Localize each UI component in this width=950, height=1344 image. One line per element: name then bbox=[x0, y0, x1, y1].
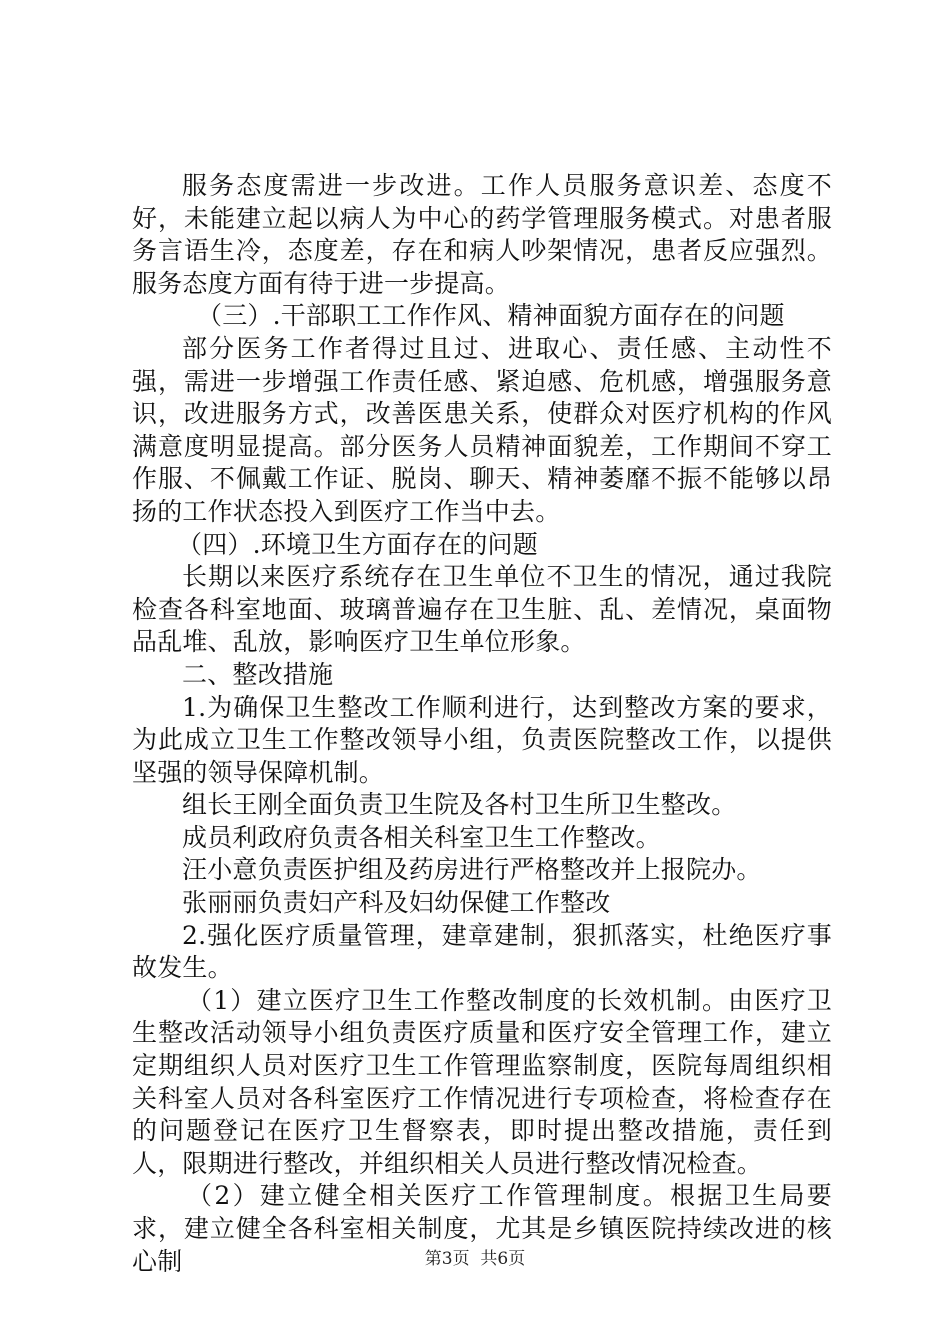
paragraph-work-style: 部分医务工作者得过且过、进取心、责任感、主动性不强，需进一步增强工作责任感、紧迫感、危机感，增强服务意识，改进服务方式，改善医患关系，使群众对医疗机构的作风满意度明显提高。部分医务人员精神面貌差，工作期间不穿工作服、不佩戴工作证、脱岗、聊天、精神萎靡不振不能够以昂扬的工作状态投入到医疗工作当中去。 bbox=[132, 333, 832, 526]
paragraph-measure-2: 2.强化医疗质量管理，建章建制，狠抓落实，杜绝医疗事故发生。 bbox=[132, 920, 832, 983]
heading-section-4: （四）.环境卫生方面存在的问题 bbox=[177, 529, 538, 559]
paragraph-measure-2-item-2: （2）建立健全相关医疗工作管理制度。根据卫生局要求，建立健全各科室相关制度，尤其是乡镇医院持续改进的核心制 bbox=[132, 1181, 832, 1276]
page-number-total: 共6页 bbox=[480, 1249, 526, 1269]
page-number-current: 第3页 bbox=[424, 1249, 470, 1269]
paragraph-measure-1: 1.为确保卫生整改工作顺利进行，达到整改方案的要求，为此成立卫生工作整改领导小组，负责医院整改工作，以提供坚强的领导保障机制。 bbox=[132, 692, 832, 787]
paragraph-member-1: 成员利政府负责各相关科室卫生工作整改。 bbox=[182, 822, 661, 852]
heading-rectification-measures: 二、整改措施 bbox=[182, 659, 334, 689]
paragraph-environment: 长期以来医疗系统存在卫生单位不卫生的情况，通过我院检查各科室地面、玻璃普遍存在卫生脏、乱、差情况，桌面物品乱堆、乱放，影响医疗卫生单位形象。 bbox=[132, 562, 832, 657]
paragraph-measure-2-item-1: （1）建立医疗卫生工作整改制度的长效机制。由医疗卫生整改活动领导小组负责医疗质量和医疗安全管理工作，建立定期组织人员对医疗卫生工作管理监察制度，医院每周组织相关科室人员对各科室医疗工作情况进行专项检查，将检查存在的问题登记在医疗卫生督察表，即时提出整改措施，责任到人，限期进行整改，并组织相关人员进行整改情况检查。 bbox=[132, 985, 832, 1178]
paragraph-service-attitude: 服务态度需进一步改进。工作人员服务意识差、态度不好，未能建立起以病人为中心的药学管理服务模式。对患者服务言语生冷，态度差，存在和病人吵架情况，患者反应强烈。服务态度方面有待于进一步提高。 bbox=[132, 171, 832, 298]
document-body bbox=[132, 170, 832, 1278]
page-footer bbox=[0, 1244, 950, 1269]
paragraph-team-leader: 组长王刚全面负责卫生院及各村卫生所卫生整改。 bbox=[182, 790, 737, 820]
heading-section-3: （三）.干部职工工作作风、精神面貌方面存在的问题 bbox=[197, 301, 785, 331]
paragraph-member-2: 汪小意负责医护组及药房进行严格整改并上报院办。 bbox=[182, 855, 762, 885]
paragraph-member-3: 张丽丽负责妇产科及妇幼保健工作整改 bbox=[182, 888, 611, 918]
